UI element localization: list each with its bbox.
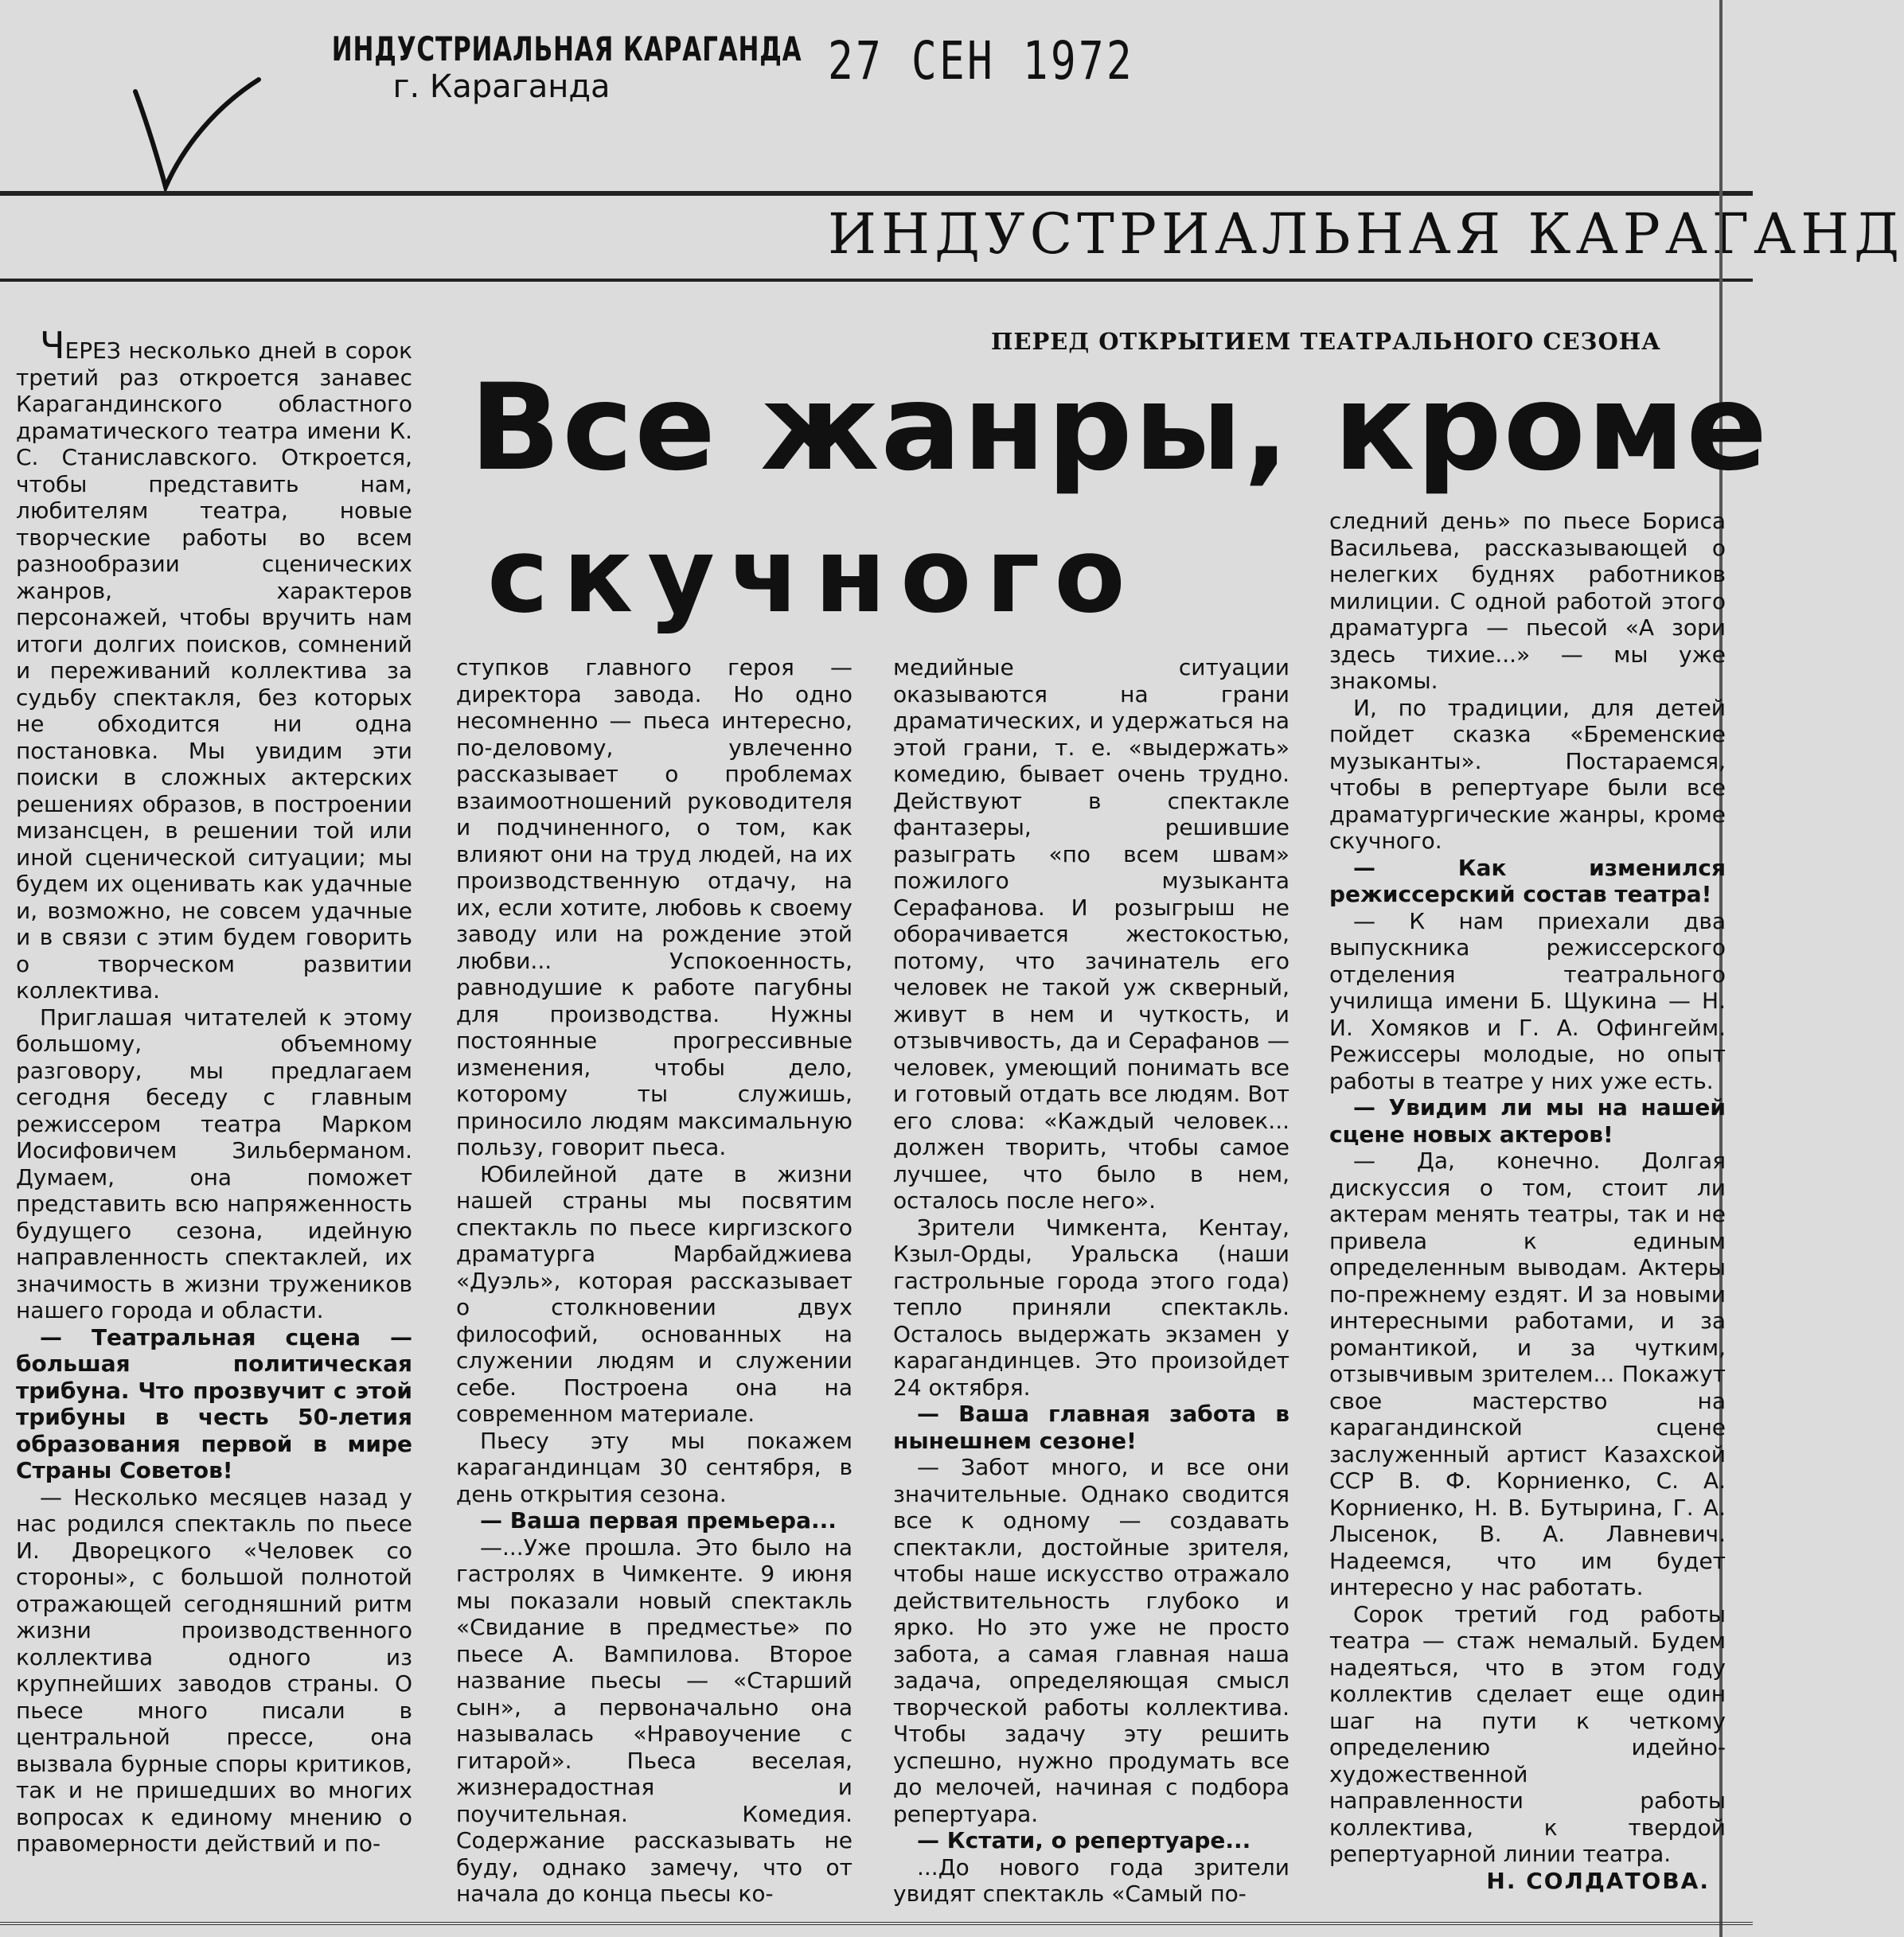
clipping-newspaper-name: ИНДУСТРИАЛЬНАЯ КАРАГАНДА: [331, 29, 802, 68]
paragraph: Пьесу эту мы покажем карагандинцам 30 сентября, в день открытия сезона.: [456, 1427, 853, 1507]
paragraph: ступков главного героя — директора завода. Но одно несомненно — пьеса интересно, по-деловому, увлеченно рассказывает о проблемах взаимоотношений руководителя и подчиненного, о том, как влияют они на труд людей, на их производственную отдачу, на их, если хотите, любовь к своему заводу или на рождение этой любви... Успокоенность, равнодушие к работе пагубны для производства. Нужны постоянные прогрессивные изменения, чтобы дело, которому ты служишь, приносило людям максимальную пользу, говорит пьеса.: [456, 654, 853, 1160]
paragraph-text: ЕРЕЗ несколько дней в сорок третий раз откроется занавес Карагандинского областного драматического театра имени К. С. Станиславского. Откроется, чтобы представить нам, любителям театра, новые творческие работы во всем разнообразии сценических жанров, характеров персонажей, чтобы вручить нам итоги долгих поисков, сомнений и переживаний коллектива за судьбу спектакля, без которых не обходится ни одна постановка. Мы увидим эти поиски в сложных актерских решениях образов, в построении мизансцен, в решении той или иной сценической ситуации; мы будем их оценивать как удачные и, возможно, не совсем удачные и в связи с этим будем говорить о творческом развитии коллектива.: [16, 337, 412, 1004]
interview-question: — Как изменился режиссерский состав театра!: [1329, 854, 1726, 907]
paragraph: ...До нового года зрители увидят спектакль «Самый по-: [893, 1853, 1289, 1907]
interview-question: — Увидим ли мы на нашей сцене новых актеров!: [1329, 1094, 1726, 1148]
article-kicker: ПЕРЕД ОТКРЫТИЕМ ТЕАТРАЛЬНОГО СЕЗОНА: [991, 328, 1661, 355]
paragraph: — Забот много, и все они значительные. Однако сводится все к одному — создавать спектакли, достойные зрителя, чтобы наше искусство отражало действительность глубоко и ярко. Но это уже не просто забота, а самая главная наша задача, определяющая смысл творческой работы коллектива. Чтобы задачу эту решить успешно, нужно продумать все до мелочей, начиная с подбора репертуара.: [893, 1454, 1289, 1827]
bottom-rule: [0, 1922, 1753, 1925]
paragraph: — Несколько месяцев назад у нас родился спектакль по пьесе И. Дворецкого «Человек со стороны», с большой полнотой отражающей сегодняшний ритм жизни производственного коллектива одного из крупнейших заводов страны. О пьесе много писали в центральной прессе, она вызвала бурные споры критиков, так и не пришедших во многих вопросах к единому мнению о правомерности действий и по-: [16, 1483, 412, 1857]
interview-question: — Ваша главная забота в нынешнем сезоне!: [893, 1401, 1289, 1454]
article-column-2: [456, 654, 853, 1908]
newspaper-masthead: ИНДУСТРИАЛЬНАЯ КАРАГАНД: [828, 201, 1904, 267]
paragraph: —...Уже прошла. Это было на гастролях в Чимкенте. 9 июня мы показали новый спектакль «Свидание в предместье» по пьесе А. Вампилова. Второе название пьесы — «Старший сын», а первоначально она называлась «Нравоучение с гитарой». Пьеса веселая, жизнерадостная и поучительная. Комедия. Содержание рассказывать не буду, однако замечу, что от начала до конца пьесы ко-: [456, 1534, 853, 1907]
paragraph: Приглашая читателей к этому большому, объемному разговору, мы предлагаем сегодня беседу с главным режиссером театра Марком Иосифовичем Зильберманом. Думаем, она поможет представить всю напряженность будущего сезона, идейную направленность спектаклей, их значимость в жизни тружеников нашего города и области.: [16, 1004, 412, 1323]
paragraph: следний день» по пьесе Бориса Васильева, рассказывающей о нелегких буднях работников милиции. С одной работой этого драматурга — пьесой «А зори здесь тихие...» — мы уже знакомы.: [1329, 508, 1726, 694]
drop-cap: Ч: [40, 324, 65, 367]
paragraph: [16, 324, 412, 1004]
headline-line-2: скучного: [487, 515, 1140, 636]
paragraph: Сорок третий год работы театра — стаж немалый. Будем надеяться, что в этом году коллектив сделает еще один шаг на пути к четкому определению идейно-художественной направленности работы коллектива, к твердой репертуарной линии театра.: [1329, 1600, 1726, 1867]
article-column-3: [893, 654, 1289, 1908]
paragraph: — К нам приехали два выпускника режиссерского отделения театрального училища имени Б. Щукина — Н. И. Хомяков и Г. А. Офингейм. Режиссеры молодые, но опыт работы в театре у них уже есть.: [1329, 907, 1726, 1094]
date-stamp: 27 СЕН 1972: [828, 30, 1134, 92]
paragraph: Юбилейной дате в жизни нашей страны мы посвятим спектакль по пьесе киргизского драматурга Марбайджиева «Дуэль», которая рассказывает о столкновении двух философий, основанных на служении людям и служении себе. Построена она на современном материале.: [456, 1160, 853, 1427]
masthead-rule: [0, 279, 1753, 282]
author-signature: Н. СОЛДАТОВА.: [1486, 1867, 1710, 1894]
check-mark-icon: [127, 76, 263, 195]
paragraph: Зрители Чимкента, Кентау, Кзыл-Орды, Уральска (наши гастрольные города этого года) тепло приняли спектакль. Осталось выдержать экзамен у карагандинцев. Это произойдет 24 октября.: [893, 1214, 1289, 1401]
paragraph: медийные ситуации оказываются на грани драматических, и удержаться на этой грани, т. е. «выдержать» комедию, бывает очень трудно. Действуют в спектакле фантазеры, решившие разыграть «по всем швам» пожилого музыканта Серафанова. И розыгрыш не оборачивается жестокостью, потому, что зачинатель его человек не такой уж скверный, живут в нем и чуткость, и отзывчивость, да и Серафанов — человек, умеющий понимать все и готовый отдать все людям. Вот его слова: «Каждый человек... должен творить, чтобы самое лучшее, что было в нем, осталось после него».: [893, 654, 1289, 1214]
interview-question: — Театральная сцена — большая политическая трибуна. Что прозвучит с этой трибуны в честь 50-летия образования первой в мире Страны Советов!: [16, 1323, 412, 1483]
article-column-4: [1329, 508, 1726, 1894]
paragraph: — Да, конечно. Долгая дискуссия о том, стоит ли актерам менять театры, так и не привела к единым определенным выводам. Актеры по-прежнему ездят. И за новыми интересными работами, и за романтикой, и за чутким, отзывчивым зрителем... Покажут свое мастерство на карагандинской сцене заслуженный артист Казахской ССР В. Ф. Корниенко, С. А. Корниенко, Н. В. Бутырина, Г. А. Лысенок, В. А. Лавневич. Надеемся, что им будет интересно у нас работать.: [1329, 1148, 1726, 1600]
clipping-stamp: [295, 29, 802, 106]
paragraph: И, по традиции, для детей пойдет сказка «Бременские музыканты». Постараемся, чтобы в репертуаре были все драматургические жанры, кроме скучного.: [1329, 694, 1726, 854]
top-rule: [0, 191, 1753, 196]
headline-line-1: Все жанры, кроме: [470, 359, 1769, 497]
interview-question: — Кстати, о репертуаре...: [917, 1827, 1251, 1853]
article-column-1: [16, 324, 412, 1857]
interview-question: — Ваша первая премьера...: [480, 1507, 837, 1534]
clipping-city: г. Караганда: [392, 68, 611, 106]
